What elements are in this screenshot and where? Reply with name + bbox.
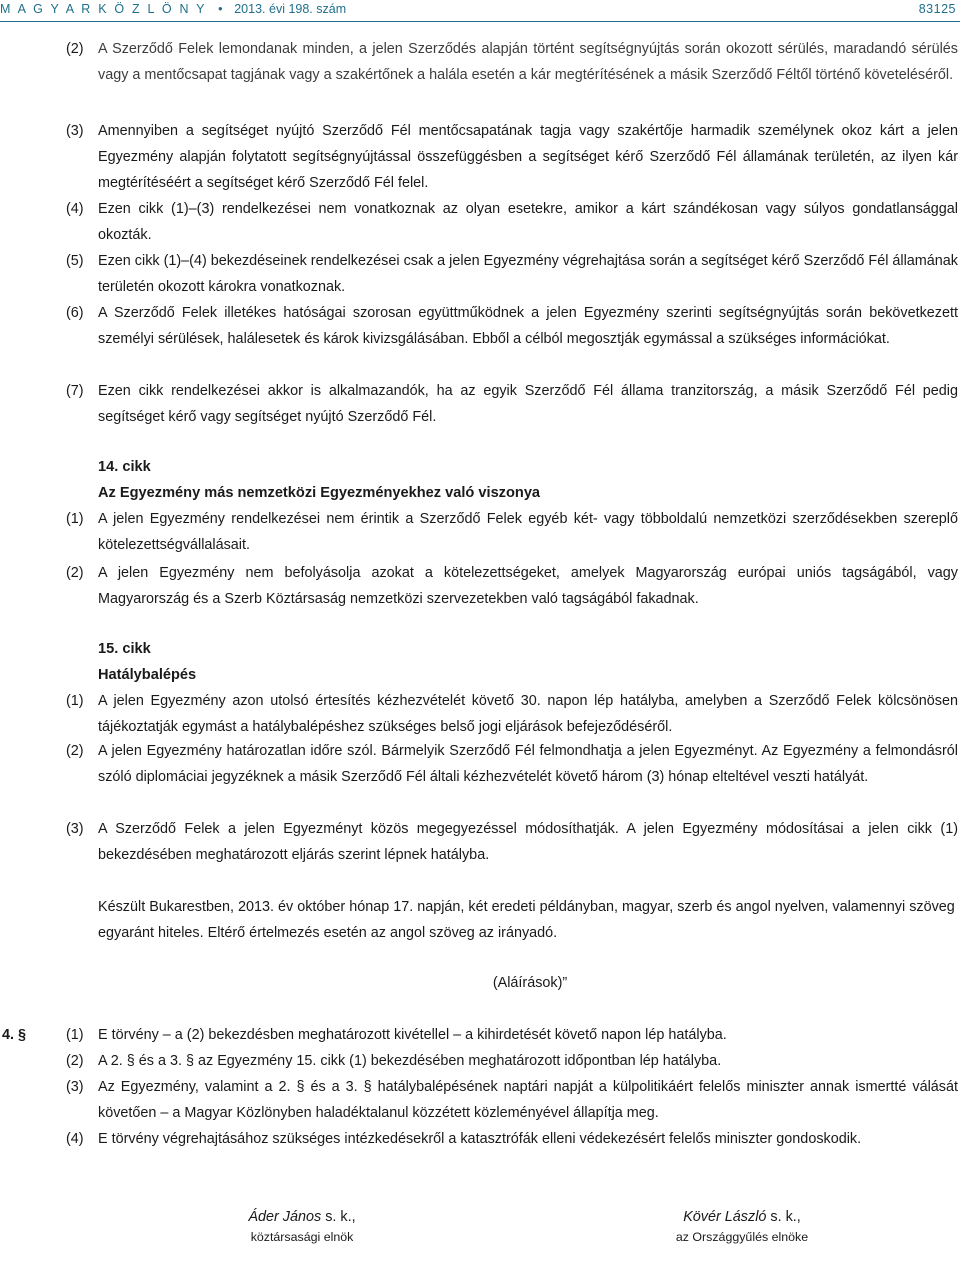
signatory-name: Kövér László	[683, 1209, 767, 1225]
para-text: Ezen cikk (1)–(3) rendelkezései nem vonatkoznak az olyan esetekre, amikor a kárt szándékosan vagy súlyos gondatlansággal okozták.	[98, 201, 958, 243]
signatory-suffix: s. k.,	[766, 1209, 801, 1225]
section4-para-2	[66, 1048, 958, 1074]
para-text: A Szerződő Felek illetékes hatóságai szorosan együttműködnek a jelen Egyezmény szerinti segítségnyújtás során bekövetkezett személyi sérülések, halálesetek és károk kivizsgálásában. Ebből a célból megosztják egymással a szükséges információkat.	[98, 305, 958, 347]
signatory-1-name	[212, 1206, 392, 1228]
para-number: (3)	[66, 821, 84, 837]
header-rule	[0, 21, 960, 22]
para-number: (1)	[66, 1027, 84, 1043]
para-number: (3)	[66, 123, 84, 139]
signatory-1-role: köztársasági elnök	[250, 1230, 354, 1244]
signatory-2-role: az Országgyűlés elnöke	[675, 1230, 809, 1244]
signatory-name: Áder János	[248, 1209, 322, 1225]
para-number: (2)	[66, 1053, 84, 1069]
issue-number: 2013. évi 198. szám	[234, 2, 347, 16]
signatory-suffix: s. k.,	[321, 1209, 356, 1225]
section4-para-3	[66, 1074, 958, 1126]
para-text: A jelen Egyezmény nem befolyásolja azokat a kötelezettségeket, amelyek Magyarország európai uniós tagságából, vagy Magyarország és a Szerb Köztársaság nemzetközi szervezetekben való tagságából fakadnak.	[98, 565, 958, 607]
art13-para-4	[66, 196, 958, 248]
art15-para-2	[66, 738, 958, 790]
section4-para-4	[66, 1126, 958, 1152]
para-number: (4)	[66, 1131, 84, 1147]
art15-para-1	[66, 688, 958, 740]
page-number: 83125	[918, 2, 956, 16]
para-text: A 2. § és a 3. § az Egyezmény 15. cikk (1) bekezdésében meghatározott időpontban lép hatályba.	[98, 1053, 722, 1069]
art14-para-2	[66, 560, 958, 612]
art15-title: Hatálybalépés	[98, 667, 197, 683]
art14-para-1	[66, 506, 958, 558]
signatory-2-name	[632, 1206, 852, 1228]
art13-para-3	[66, 118, 958, 196]
signatures-placeholder: (Aláírások)”	[492, 975, 568, 991]
para-text: Az Egyezmény, valamint a 2. § és a 3. § hatálybalépésének naptári napját a külpolitikáért felelős miniszter annak ismertté válását követően – a Magyar Közlönyben haladéktalanul közzétett közleményével állapítja meg.	[98, 1079, 958, 1121]
para-number: (5)	[66, 253, 84, 269]
made-at-statement: Készült Bukarestben, 2013. év október hónap 17. napján, két eredeti példányban, magyar, szerb és angol nyelven, valamennyi szöveg egyaránt hiteles. Eltérő értelmezés esetén az angol szöveg az irányadó.	[98, 899, 955, 941]
art13-para-2	[66, 36, 958, 88]
art15-number: 15. cikk	[98, 641, 151, 657]
para-number: (2)	[66, 565, 84, 581]
header-bullet: •	[218, 2, 223, 16]
para-number: (3)	[66, 1079, 84, 1095]
para-number: (6)	[66, 305, 84, 321]
para-text: Ezen cikk rendelkezései akkor is alkalmazandók, ha az egyik Szerződő Fél állama tranzitország, a másik Szerződő Fél pedig segítséget kérő vagy segítséget nyújtó Szerződő Fél.	[98, 383, 958, 425]
para-text: A jelen Egyezmény határozatlan időre szól. Bármelyik Szerződő Fél felmondhatja a jelen Egyezményt. Az Egyezmény a felmondásról szóló diplomáciai jegyzéknek a másik Szerződő Fél általi kézhezvételét követő három (3) hónap elteltével veszti hatályát.	[98, 743, 958, 785]
section4-para-1	[66, 1022, 958, 1048]
para-text: A jelen Egyezmény rendelkezései nem érintik a Szerződő Felek egyéb két- vagy többoldalú nemzetközi szerződésekben szereplő kötelezettségvállalásait.	[98, 511, 958, 553]
page-header	[0, 0, 960, 20]
section-4-mark: 4. §	[2, 1027, 27, 1043]
art13-para-5	[66, 248, 958, 300]
para-number: (4)	[66, 201, 84, 217]
art13-para-7	[66, 378, 958, 430]
para-text: A Szerződő Felek a jelen Egyezményt közös megegyezéssel módosíthatják. A jelen Egyezmény módosításai a jelen cikk (1) bekezdésében meghatározott eljárás szerint lépnek hatályba.	[98, 821, 958, 863]
para-text: A Szerződő Felek lemondanak minden, a jelen Szerződés alapján történt segítségnyújtás során okozott sérülés, maradandó sérülés vagy a mentőcsapat tagjának vagy a szakértőnek a halála esetén a kár megtérítésének a másik Szerződő Féltől történő követeléséről.	[98, 41, 958, 83]
para-text: Amennyiben a segítséget nyújtó Szerződő Fél mentőcsapatának tagja vagy szakértője harmadik személynek okoz kárt a jelen Egyezmény alapján folytatott segítségnyújtással összefüggésben a segítséget kérő Szerződő Fél államának területén, az ilyen kár megtérítéséért a segítséget kérő Szerződő Fél felel.	[98, 123, 958, 191]
art13-para-6	[66, 300, 958, 352]
para-number: (2)	[66, 41, 84, 57]
para-text: Ezen cikk (1)–(4) bekezdéseinek rendelkezései csak a jelen Egyezmény végrehajtása során a segítséget kérő Szerződő Fél államának területén okozott károkra vonatkoznak.	[98, 253, 958, 295]
para-text: A jelen Egyezmény azon utolsó értesítés kézhezvételét követő 30. napon lép hatályba, amelyben a Szerződő Felek kölcsönösen tájékoztatják egymást a hatálybalépéshez szükséges belső jogi eljárások befejeződéséről.	[98, 693, 958, 735]
para-number: (1)	[66, 511, 84, 527]
art14-title: Az Egyezmény más nemzetközi Egyezményekhez való viszonya	[98, 485, 541, 501]
art14-number: 14. cikk	[98, 459, 151, 475]
art15-para-3	[66, 816, 958, 868]
para-number: (1)	[66, 693, 84, 709]
para-number: (7)	[66, 383, 84, 399]
para-text: E törvény végrehajtásához szükséges intézkedésekről a katasztrófák elleni védekezésért felelős miniszter gondoskodik.	[98, 1131, 862, 1147]
journal-name: M A G Y A R K Ö Z L Ö N Y	[0, 2, 207, 16]
para-text: E törvény – a (2) bekezdésben meghatározott kivétellel – a kihirdetését követő napon lép hatályba.	[98, 1027, 727, 1043]
journal-title	[0, 2, 346, 16]
para-number: (2)	[66, 743, 84, 759]
